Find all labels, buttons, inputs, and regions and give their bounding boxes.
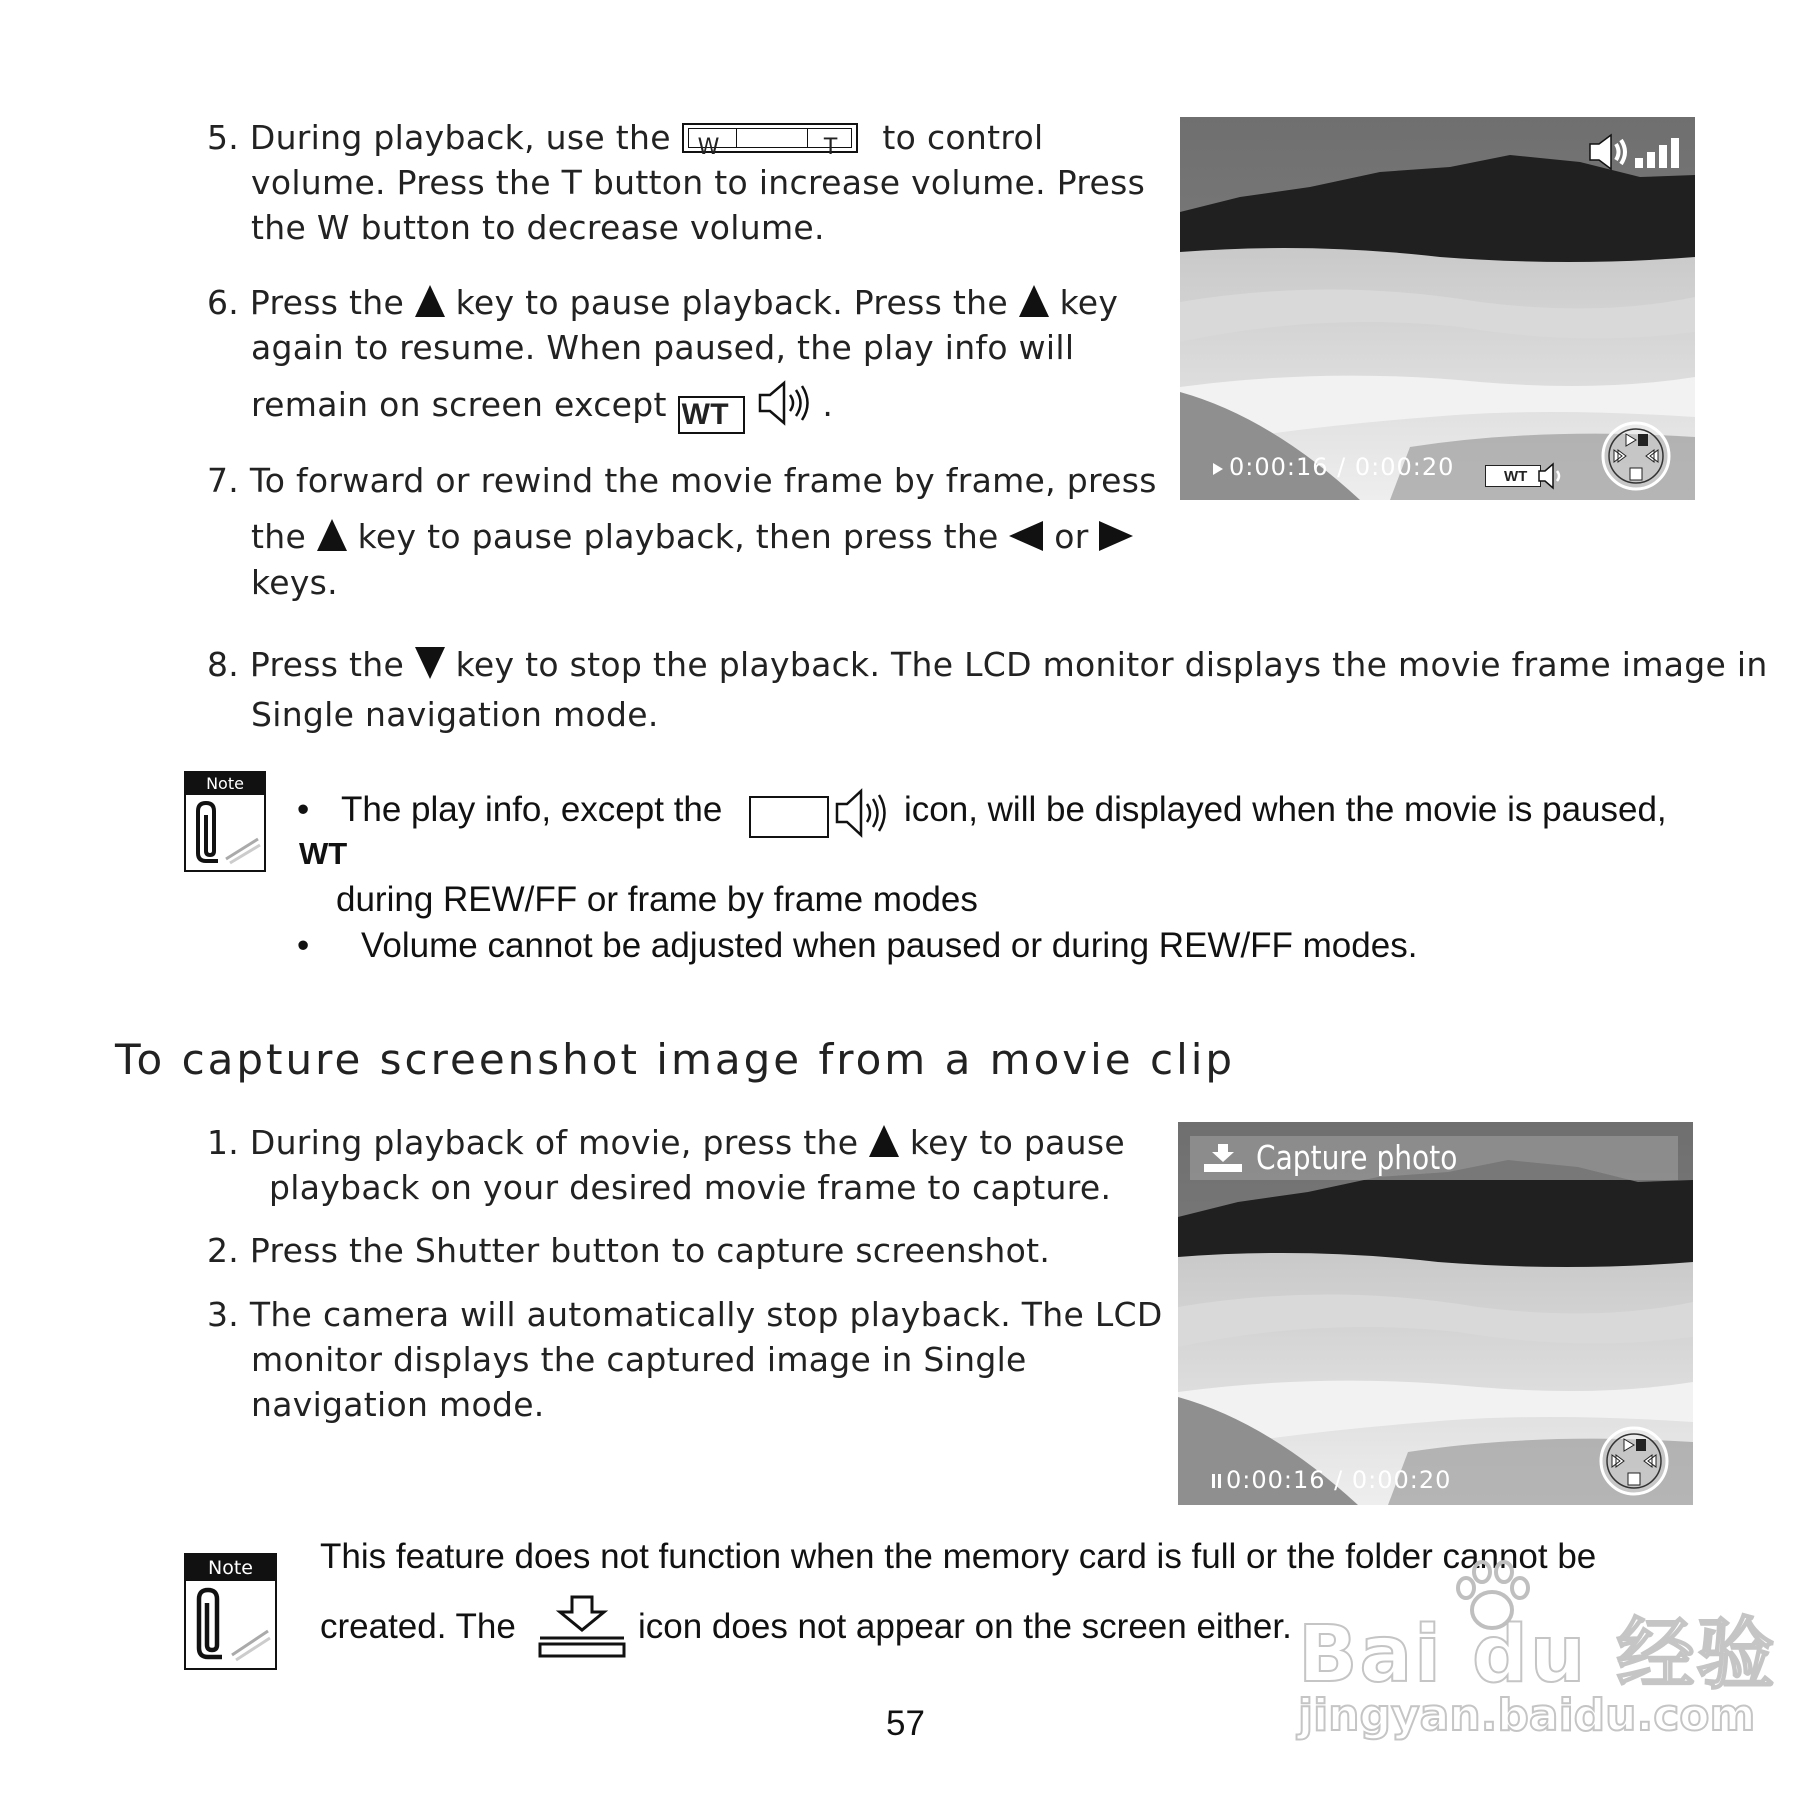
capture-step-1-line-2: playback on your desired movie frame to capture. (269, 1168, 1112, 1207)
up-arrow-icon (869, 1125, 899, 1157)
paperclip-icon (186, 795, 264, 870)
step-text: 6. Press the (207, 283, 405, 322)
step-text: key to pause playback. Press the (455, 283, 1008, 322)
step-5-line-3: the W button to decrease volume. (251, 208, 825, 247)
note-1-bullet-1-line-2: during REW/FF or frame by frame modes (336, 880, 978, 919)
t-label: T (823, 135, 838, 160)
section-title: To capture screenshot image from a movie clip (115, 1035, 1236, 1084)
note-1-bullet-1 (297, 790, 722, 830)
step-text: remain on screen except (251, 385, 667, 424)
note-icon (184, 771, 266, 872)
up-arrow-icon (1019, 285, 1049, 317)
step-6-line-2: again to resume. When paused, the play info will (251, 328, 1075, 367)
note-2-line-2 (320, 1607, 516, 1647)
navigation-pad-icon (1600, 420, 1672, 492)
step-text: 8. Press the (207, 645, 405, 684)
note-2-line-1: This feature does not function when the memory card is full or the folder cannot be (320, 1537, 1597, 1576)
zoom-lever-icon (682, 123, 858, 160)
step-text: 5. During playback, use the (207, 118, 671, 157)
capture-step-3-line-3: navigation mode. (251, 1385, 545, 1424)
step-7-line-2 (251, 514, 1133, 559)
step-text: the (251, 517, 307, 556)
note-1-bullet-2 (297, 926, 1417, 966)
lcd-playback-screen (1180, 117, 1695, 500)
down-arrow-icon (415, 647, 445, 679)
step-text: key to stop the playback. The LCD monitor displays the movie frame image in (455, 645, 1768, 684)
note-icon (184, 1553, 277, 1670)
step-text: or (1054, 517, 1089, 556)
step-5-line-1 (207, 115, 1043, 160)
navigation-pad-icon (1598, 1425, 1670, 1497)
lcd-capture-screen (1178, 1122, 1693, 1505)
play-icon (1213, 463, 1223, 475)
bullet: • (297, 790, 310, 829)
step-text: to control (882, 118, 1044, 157)
capture-step-2: 2. Press the Shutter button to capture screenshot. (207, 1231, 1051, 1270)
note-text: Volume cannot be adjusted when paused or during REW/FF modes. (361, 926, 1418, 965)
step-8-line-2: Single navigation mode. (251, 695, 659, 734)
note-text: created. The (320, 1607, 516, 1646)
capture-icon (1200, 1142, 1246, 1174)
capture-step-3-line-1: 3. The camera will automatically stop playback. The LCD (207, 1295, 1163, 1334)
note-1-bullet-1-cont: icon, will be displayed when the movie is paused, (904, 790, 1667, 829)
baidu-paw-icon (1452, 1560, 1532, 1634)
step-6-line-3 (251, 380, 833, 434)
wt-box-icon (749, 796, 829, 838)
bullet: • (297, 926, 310, 965)
playback-time: 0:00:16 / 0:00:20 (1229, 453, 1455, 481)
speaker-icon (1536, 461, 1566, 491)
up-arrow-icon (317, 519, 347, 551)
note-label: Note (186, 773, 264, 795)
note-2-line-2-cont: icon does not appear on the screen either. (638, 1607, 1292, 1646)
baidu-watermark-url: jingyan.baidu.com (1298, 1690, 1756, 1741)
capture-banner (1190, 1136, 1678, 1180)
capture-step-1-line-1 (207, 1120, 1125, 1165)
step-7-line-3: keys. (251, 563, 338, 602)
wt-zoom-indicator: WT (1485, 465, 1541, 487)
step-text: key (1059, 283, 1119, 322)
step-8-line-1 (207, 642, 1768, 687)
up-arrow-icon (415, 285, 445, 317)
wt-label: WT (299, 836, 348, 871)
capture-step-3-line-2: monitor displays the captured image in Single (251, 1340, 1027, 1379)
baidu-watermark-logo: Bai du 经验 (1298, 1610, 1777, 1700)
w-label: W (697, 135, 720, 160)
step-5-line-2: volume. Press the T button to increase volume. Press (251, 163, 1146, 202)
step-text: key to pause (909, 1123, 1125, 1162)
left-arrow-icon (1009, 521, 1043, 551)
speaker-icon (833, 788, 891, 838)
step-text: 1. During playback of movie, press the (207, 1123, 859, 1162)
right-arrow-icon (1099, 521, 1133, 551)
step-6-line-1 (207, 280, 1118, 325)
step-text: . (822, 385, 834, 424)
pause-icon (1218, 1474, 1221, 1488)
capture-banner-text: Capture photo (1256, 1138, 1458, 1177)
volume-level-icon (1587, 132, 1683, 172)
note-text: The play info, except the (341, 790, 723, 829)
step-7-line-1: 7. To forward or rewind the movie frame by frame, press (207, 461, 1157, 500)
pause-icon (1212, 1474, 1215, 1488)
speaker-icon (756, 380, 812, 426)
page-number: 57 (886, 1704, 925, 1743)
wt-icon: WT (678, 396, 745, 434)
capture-icon (536, 1594, 628, 1660)
paperclip-icon (186, 1581, 275, 1668)
step-text: key to pause playback, then press the (357, 517, 999, 556)
playback-time: 0:00:16 / 0:00:20 (1226, 1466, 1452, 1494)
note-label: Note (186, 1555, 275, 1581)
